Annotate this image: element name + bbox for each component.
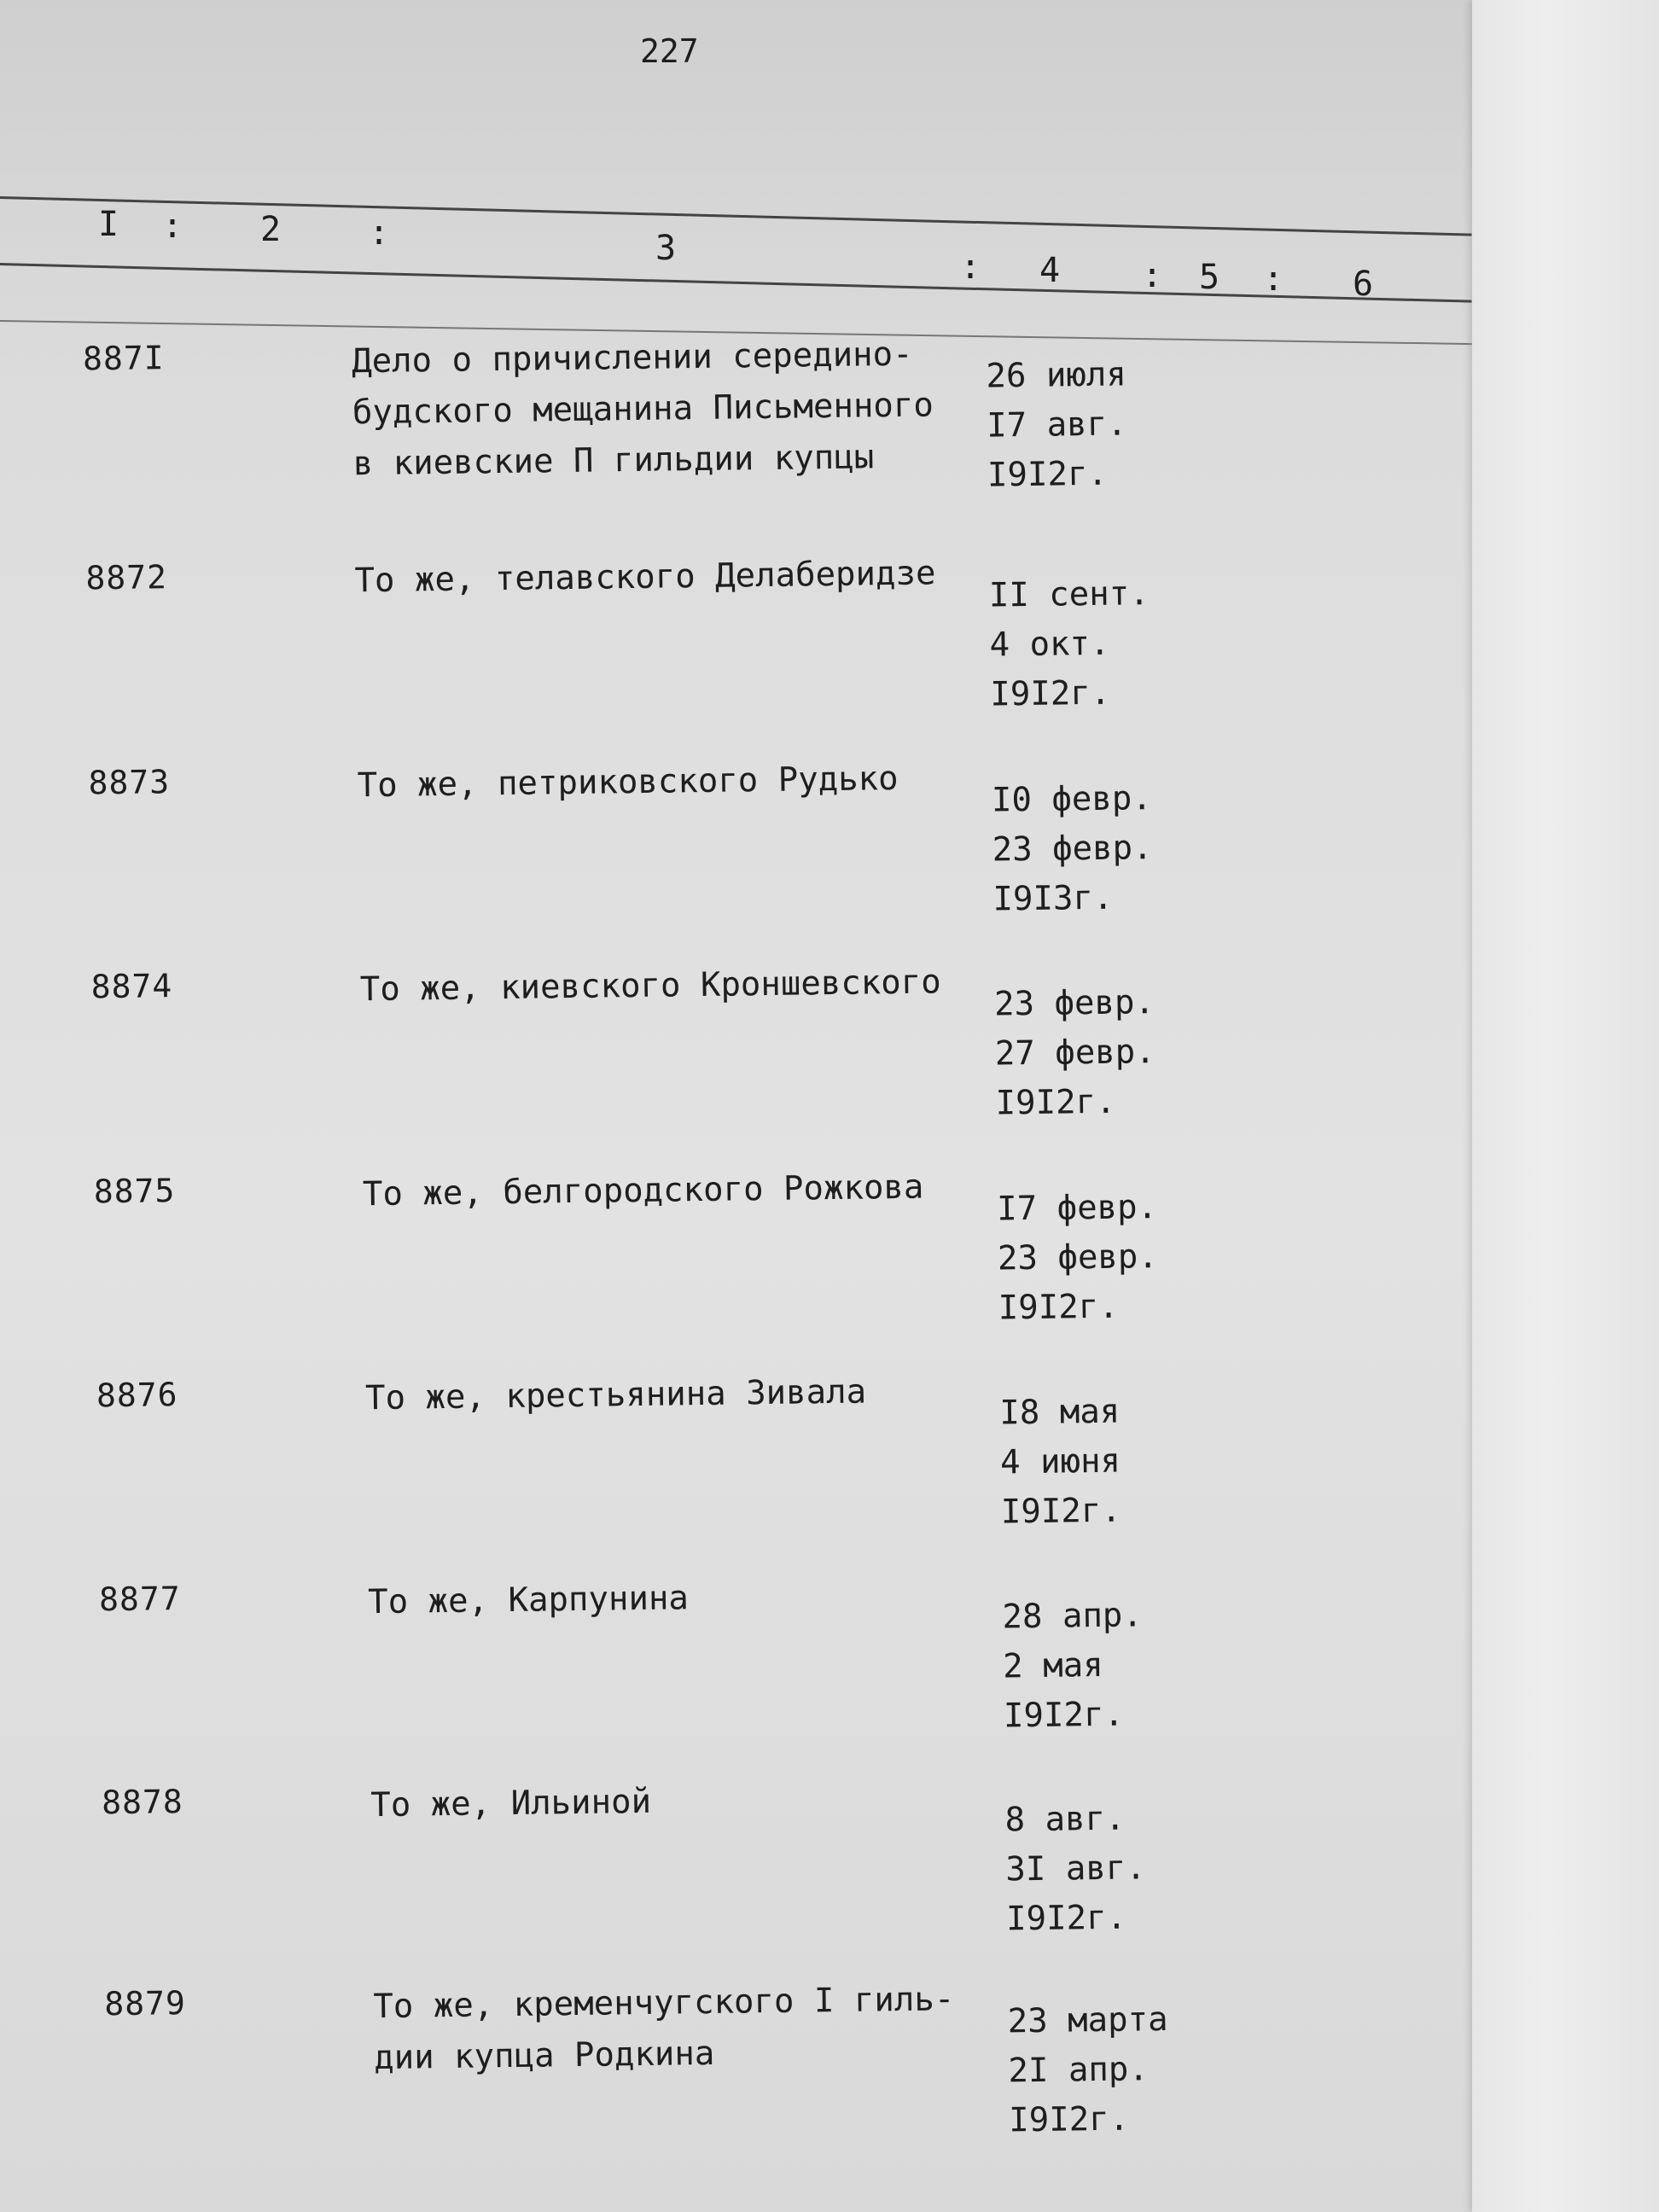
entry-dates xyxy=(1004,1794,1147,1944)
date-start: 23 февр. xyxy=(993,983,1155,1024)
column-separator: : xyxy=(960,247,981,287)
date-start: 23 марта xyxy=(1007,2000,1168,2041)
column-header-3: 3 xyxy=(655,229,677,268)
column-header-1: I xyxy=(98,205,119,244)
entry-description: То же, телавского Делаберидзе xyxy=(354,554,936,601)
page-edge xyxy=(1472,0,1659,2212)
date-year: I9I2г. xyxy=(987,454,1109,495)
date-end: I7 авг. xyxy=(986,405,1127,445)
column-header-2: 2 xyxy=(260,210,282,249)
date-start: 28 апр. xyxy=(1002,1596,1144,1637)
entry-dates xyxy=(986,350,1128,500)
date-end: 4 июня xyxy=(999,1441,1121,1482)
date-start: II сент. xyxy=(988,574,1150,615)
table-row xyxy=(0,1155,1474,1345)
entry-description: То же, Карпунина xyxy=(367,1579,690,1622)
column-separator: : xyxy=(1142,256,1163,295)
entry-description: То же, Ильиной xyxy=(370,1782,652,1825)
entry-number: 887I xyxy=(82,339,165,378)
entry-dates xyxy=(997,1183,1159,1333)
entry-dates xyxy=(1007,1995,1169,2145)
date-end: 2I апр. xyxy=(1008,2050,1150,2091)
date-year: I9I3г. xyxy=(992,878,1114,919)
entry-number: 8876 xyxy=(96,1376,178,1415)
entry-dates xyxy=(994,978,1156,1128)
date-start: 8 авг. xyxy=(1004,1799,1126,1840)
table-row xyxy=(0,322,1463,512)
column-separator: : xyxy=(162,207,183,246)
page-number: 227 xyxy=(640,32,699,70)
table-row xyxy=(8,1766,1481,1956)
table-row xyxy=(0,541,1466,731)
entry-dates xyxy=(992,774,1154,924)
date-end: 2 мая xyxy=(1002,1645,1103,1686)
date-end: 27 февр. xyxy=(994,1033,1155,1074)
date-year: I9I2г. xyxy=(1005,1898,1127,1939)
date-start: 26 июля xyxy=(986,355,1127,396)
table-row xyxy=(0,746,1469,936)
date-year: I9I2г. xyxy=(998,1287,1119,1328)
entry-number: 8878 xyxy=(101,1783,184,1822)
column-header-4: 4 xyxy=(1039,251,1061,290)
entry-dates xyxy=(1002,1591,1144,1741)
table-row xyxy=(5,1563,1479,1753)
date-end: 23 февр. xyxy=(992,829,1153,870)
table-row xyxy=(0,950,1471,1140)
column-separator: : xyxy=(1263,259,1284,299)
entry-number: 8872 xyxy=(85,558,168,597)
entry-description: То же, крестьянина Зивала xyxy=(364,1372,867,1418)
column-header-6: 6 xyxy=(1353,265,1374,304)
entry-description: Дело о причислении середино- будского мещанина Письменного в киевские П гильдии купцы xyxy=(351,335,934,484)
entry-description: То же, кременчугского I гиль- дии купца Родкина xyxy=(373,1980,955,2078)
date-year: I9I2г. xyxy=(1000,1491,1122,1532)
entry-dates xyxy=(999,1388,1121,1538)
entry-dates xyxy=(988,569,1150,719)
entry-number: 8874 xyxy=(90,967,173,1006)
entry-description: То же, киевского Кроншевского xyxy=(359,963,941,1010)
table-row xyxy=(3,1359,1476,1549)
entry-number: 8879 xyxy=(104,1984,187,2023)
table-row xyxy=(10,1967,1484,2157)
entry-description: То же, петриковского Рудько xyxy=(357,759,899,806)
date-year: I9I2г. xyxy=(1003,1695,1125,1736)
date-end: 4 окт. xyxy=(989,624,1110,665)
date-start: I7 февр. xyxy=(996,1188,1158,1229)
date-start: I8 мая xyxy=(999,1392,1121,1433)
column-separator: : xyxy=(369,213,390,253)
entry-description: То же, белгородского Рожкова xyxy=(362,1167,924,1214)
column-header-5: 5 xyxy=(1199,258,1220,297)
date-year: I9I2г. xyxy=(995,1082,1116,1123)
date-year: I9I2г. xyxy=(1008,2099,1130,2140)
date-start: I0 февр. xyxy=(991,779,1153,820)
entry-number: 8875 xyxy=(93,1172,176,1211)
entry-number: 8873 xyxy=(88,763,171,802)
entry-number: 8877 xyxy=(98,1580,181,1619)
date-end: 23 февр. xyxy=(997,1237,1159,1278)
date-year: I9I2г. xyxy=(990,673,1111,714)
date-end: 3I авг. xyxy=(1005,1848,1147,1889)
